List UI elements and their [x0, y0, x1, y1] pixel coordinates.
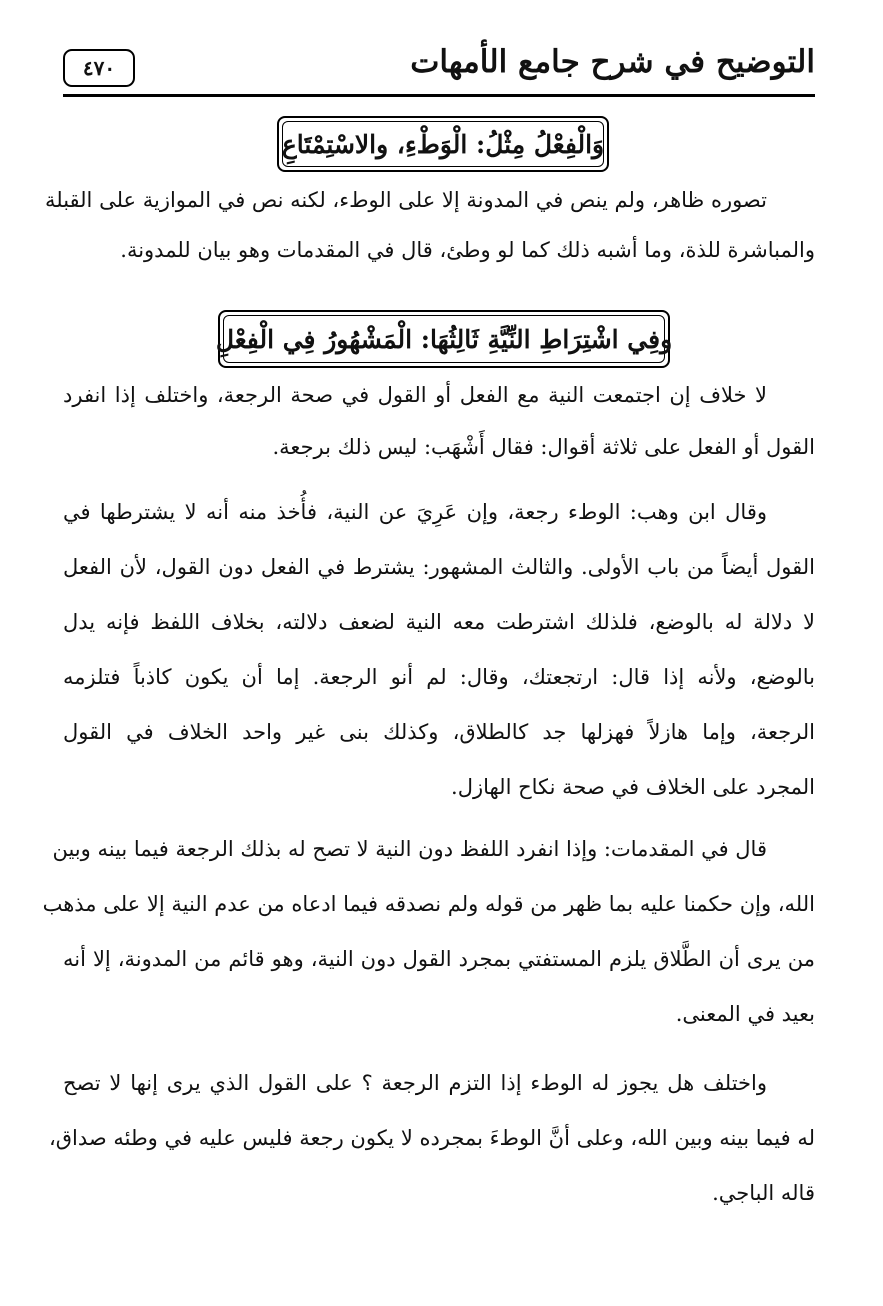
- section-heading-frame: [277, 116, 609, 172]
- section-heading: وَالْفِعْلُ مِثْلُ: الْوَطْءِ، والاسْتِمْتَاعِ: [281, 129, 605, 159]
- text-line: لا خلاف إن اجتمعت النية مع الفعل أو القول في صحة الرجعة، واختلف إذا انفرد: [63, 383, 767, 407]
- running-title: التوضيح في شرح جامع الأمهات: [410, 44, 815, 80]
- section-heading-frame: [215, 310, 673, 368]
- text-line: بالوضع، ولأنه إذا قال: ارتجعتك، وقال: لم أنو الرجعة. إما أن يكون كاذباً فتلزمه: [63, 665, 815, 689]
- paragraph: [42, 837, 815, 1057]
- page-number: ٤٧٠: [82, 56, 116, 80]
- text-line: والمباشرة للذة، وما أشبه ذلك كما لو وطئ، قال في المقدمات وهو بيان للمدونة.: [120, 238, 815, 262]
- text-line: القول أو الفعل على ثلاثة أقوال: فقال أَشْهَب: ليس ذلك برجعة.: [272, 435, 815, 459]
- text-line: بعيد في المعنى.: [675, 1002, 815, 1026]
- paragraph: [63, 383, 815, 483]
- paragraph: [48, 1071, 815, 1231]
- text-line: واختلف هل يجوز له الوطء إذا التزم الرجعة ؟ على القول الذي يرى إنها لا تصح: [63, 1071, 767, 1095]
- page-header: [63, 38, 815, 98]
- section-heading: وفِي اشْتِرَاطِ النِّيَّةِ ثَالِثُهَا: الْمَشْهُورُ فِي الْفِعْلِ: [215, 324, 673, 354]
- text-line: الله، وإن حكمنا عليه بما ظهر من قوله ولم نصدقه فيما ادعاه من عدم النية إلا على مذهب: [42, 892, 815, 916]
- paragraph: [63, 500, 815, 800]
- text-line: لا دلالة له بالوضع، فلذلك اشترطت معه النية لضعف دلالته، بخلاف اللفظ فإنه يدل: [63, 610, 815, 634]
- paragraph: [44, 188, 815, 288]
- page-number-box: [63, 49, 135, 87]
- text-line: من يرى أن الطَّلاق يلزم المستفتي بمجرد القول دون النية، وهو قائم من المدونة، إلا أنه: [63, 947, 815, 971]
- text-line: وقال ابن وهب: الوطء رجعة، وإن عَرِيَ عن النية، فأُخذ منه أنه لا يشترطها في: [63, 500, 767, 524]
- text-line: تصوره ظاهر، ولم ينص في المدونة إلا على الوطء، لكنه نص في الموازية على القبلة: [44, 188, 767, 212]
- header-rule: [63, 94, 815, 97]
- text-line: له فيما بينه وبين الله، وعلى أنَّ الوطءَ بمجرده لا يكون رجعة فليس عليه في وطئه صداق،: [48, 1126, 815, 1150]
- text-line: قاله الباجي.: [712, 1181, 815, 1205]
- text-line: الرجعة، وإما هازلاً فهزلها جد كالطلاق، وكذلك بنى غير واحد الخلاف في القول: [63, 720, 815, 744]
- text-line: قال في المقدمات: وإذا انفرد اللفظ دون النية لا تصح له بذلك الرجعة فيما بينه وبين: [52, 837, 767, 861]
- text-line: المجرد على الخلاف في صحة نكاح الهازل.: [451, 775, 815, 799]
- text-line: القول أيضاً من باب الأولى. والثالث المشهور: يشترط في الفعل دون القول، لأن الفعل: [63, 555, 815, 579]
